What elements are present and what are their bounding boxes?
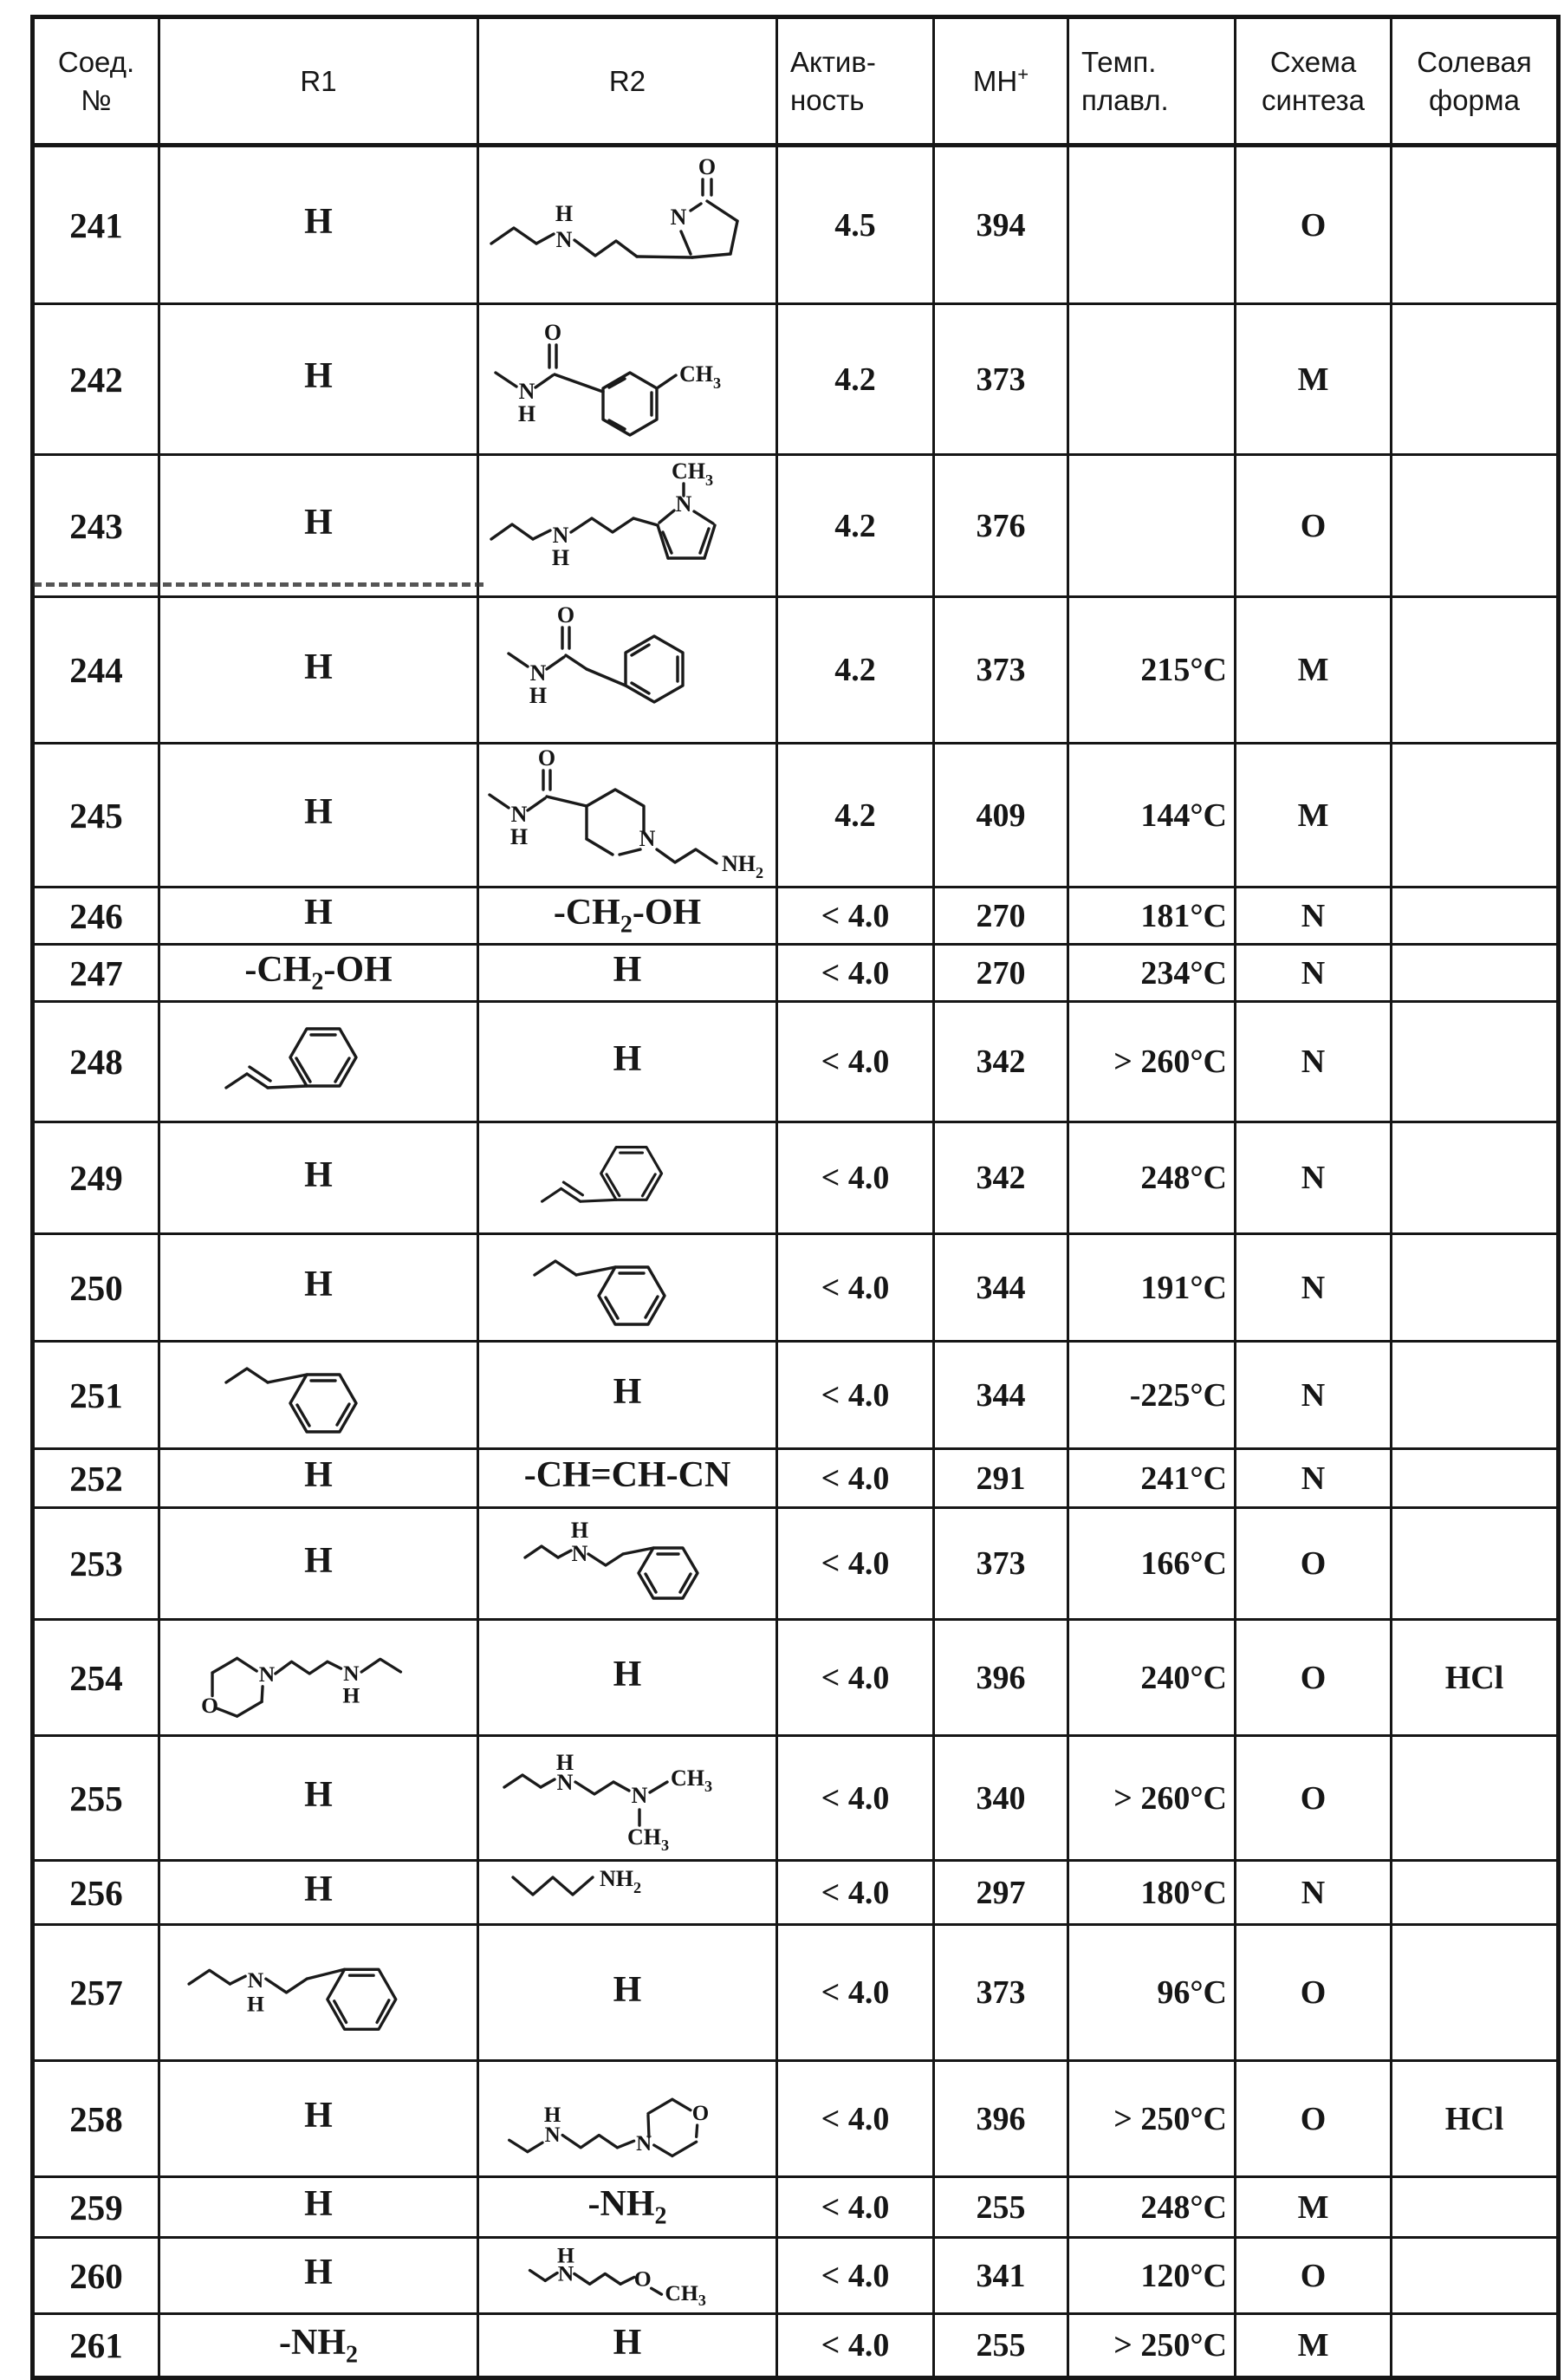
table-row — [33, 945, 1559, 1002]
activity-cell: < 4.0 — [777, 1925, 934, 2061]
activity-cell: < 4.0 — [777, 2314, 934, 2378]
svg-text:N: N — [518, 379, 535, 404]
mh-cell: 341 — [934, 2238, 1068, 2314]
structure-methyl-phenylacetamide-icon — [502, 598, 753, 732]
r2-cell — [478, 1122, 777, 1234]
col-header-salt-form: Солевая форма — [1392, 17, 1559, 146]
salt-cell — [1392, 744, 1559, 888]
compound-number: 261 — [33, 2314, 159, 2378]
melting-point-cell: 215°C — [1068, 597, 1236, 744]
mh-cell: 396 — [934, 1620, 1068, 1736]
svg-text:N: N — [544, 2123, 561, 2148]
activity-cell: < 4.0 — [777, 2177, 934, 2238]
svg-text:O: O — [543, 320, 562, 345]
r1-cell: H — [159, 1234, 478, 1342]
compound-number: 254 — [33, 1620, 159, 1736]
salt-cell — [1392, 945, 1559, 1002]
compound-number: 248 — [33, 1002, 159, 1122]
melting-point-cell: 240°C — [1068, 1620, 1236, 1736]
col-header-melting-temp: Темп. плавл. — [1068, 17, 1236, 146]
mh-cell: 376 — [934, 455, 1068, 597]
scan-artifact-dashed-line — [33, 582, 483, 587]
svg-text:N: N — [639, 826, 655, 851]
r1-cell: H — [159, 2177, 478, 2238]
r1-cell: H — [159, 1449, 478, 1508]
compound-number: 260 — [33, 2238, 159, 2314]
compound-number: 255 — [33, 1736, 159, 1861]
scheme-cell: N — [1236, 945, 1392, 1002]
mh-cell: 270 — [934, 945, 1068, 1002]
r2-cell: $-CH_2-OH$ — [478, 888, 777, 945]
structure-propenylbenzene-icon — [219, 1003, 419, 1111]
compound-number: 249 — [33, 1122, 159, 1234]
compound-number: 246 — [33, 888, 159, 945]
compound-number: 251 — [33, 1342, 159, 1449]
mh-cell: 409 — [934, 744, 1068, 888]
scheme-cell: O — [1236, 2238, 1392, 2314]
col-header-synthesis-scheme: Схема синтеза — [1236, 17, 1392, 146]
mh-cell: 342 — [934, 1002, 1068, 1122]
salt-cell — [1392, 1342, 1559, 1449]
activity-cell: 4.2 — [777, 744, 934, 888]
scheme-cell: M — [1236, 2177, 1392, 2238]
salt-cell — [1392, 455, 1559, 597]
scheme-cell: N — [1236, 1342, 1392, 1449]
svg-text:N: N — [552, 523, 569, 548]
r1-cell — [159, 1620, 478, 1736]
mh-cell: 373 — [934, 1508, 1068, 1620]
compound-number: 252 — [33, 1449, 159, 1508]
structure-ethylamino-propyl-morpholine-icon — [503, 2062, 752, 2166]
salt-cell — [1392, 1449, 1559, 1508]
melting-point-cell: 234°C — [1068, 945, 1236, 1002]
mh-cell: 255 — [934, 2314, 1068, 2378]
melting-point-cell — [1068, 304, 1236, 455]
salt-cell — [1392, 304, 1559, 455]
scheme-cell: M — [1236, 2314, 1392, 2378]
scheme-cell: N — [1236, 1122, 1392, 1234]
table-row — [33, 2314, 1559, 2378]
svg-text:CH3: $CH_3$ — [679, 361, 722, 392]
scheme-cell: M — [1236, 597, 1392, 744]
r1-cell: H — [159, 2238, 478, 2314]
melting-point-cell: 181°C — [1068, 888, 1236, 945]
svg-text:H: H — [341, 1682, 360, 1708]
salt-cell — [1392, 888, 1559, 945]
melting-point-cell: > 250°C — [1068, 2061, 1236, 2177]
compound-number: 257 — [33, 1925, 159, 2061]
compound-number: 244 — [33, 597, 159, 744]
svg-text:O: O — [633, 2266, 652, 2292]
scheme-cell: O — [1236, 1925, 1392, 2061]
r2-cell — [478, 1736, 777, 1861]
r2-cell: H — [478, 1925, 777, 2061]
compound-number: 242 — [33, 304, 159, 455]
compound-number: 258 — [33, 2061, 159, 2177]
r1-cell: H — [159, 744, 478, 888]
salt-cell: HCl — [1392, 1620, 1559, 1736]
table-row — [33, 304, 1559, 455]
activity-cell: 4.2 — [777, 597, 934, 744]
table-row — [33, 2061, 1559, 2177]
salt-cell — [1392, 2314, 1559, 2378]
svg-text:N: N — [555, 226, 573, 252]
svg-text:N: N — [510, 802, 527, 827]
svg-text:H: H — [509, 824, 528, 849]
r2-cell — [478, 2238, 777, 2314]
r2-cell — [478, 1861, 777, 1925]
scheme-cell: O — [1236, 2061, 1392, 2177]
table-row — [33, 1508, 1559, 1620]
r2-cell: H — [478, 1342, 777, 1449]
structure-ethylamino-propyl-methylether-icon — [523, 2239, 731, 2309]
mh-cell: 340 — [934, 1736, 1068, 1861]
svg-text:CH3: $CH_3$ — [671, 1765, 713, 1795]
melting-point-cell — [1068, 455, 1236, 597]
col-header-r1: R1 — [159, 17, 478, 146]
table-row — [33, 1736, 1559, 1861]
salt-cell — [1392, 1861, 1559, 1925]
svg-text:O: O — [698, 153, 717, 179]
melting-point-cell: -225°C — [1068, 1342, 1236, 1449]
table-row — [33, 1234, 1559, 1342]
salt-cell — [1392, 597, 1559, 744]
salt-cell — [1392, 1234, 1559, 1342]
structure-ethyl-phenethylamine-icon — [181, 1926, 457, 2050]
mh-cell: 344 — [934, 1342, 1068, 1449]
svg-text:H: H — [556, 2242, 574, 2268]
svg-text:H: H — [517, 401, 536, 426]
melting-point-cell: > 260°C — [1068, 1002, 1236, 1122]
melting-point-cell: 180°C — [1068, 1861, 1236, 1925]
r2-cell — [478, 146, 777, 304]
activity-cell: < 4.0 — [777, 888, 934, 945]
structure-ethylamino-dimethylamino-ethane-icon — [497, 1737, 757, 1854]
activity-cell: < 4.0 — [777, 2061, 934, 2177]
melting-point-cell: 166°C — [1068, 1508, 1236, 1620]
svg-text:N: N — [670, 204, 687, 230]
salt-cell — [1392, 146, 1559, 304]
svg-text:O: O — [200, 1693, 218, 1719]
table-row — [33, 2177, 1559, 2238]
svg-text:N: N — [342, 1660, 360, 1686]
table-row — [33, 146, 1559, 304]
structure-propenylbenzene-icon — [535, 1123, 719, 1223]
r2-cell: H — [478, 1620, 777, 1736]
svg-text:N: N — [636, 2131, 652, 2156]
table-row — [33, 2238, 1559, 2314]
mh-cell: 297 — [934, 1861, 1068, 1925]
structure-ethyl-phenethylamine-icon — [519, 1509, 736, 1609]
svg-text:H: H — [551, 545, 570, 570]
mh-cell: 373 — [934, 1925, 1068, 2061]
melting-point-cell: 241°C — [1068, 1449, 1236, 1508]
salt-cell — [1392, 1925, 1559, 2061]
svg-text:CH3: $CH_3$ — [672, 458, 714, 489]
activity-cell: 4.2 — [777, 455, 934, 597]
col-header-activity: Актив- ность — [777, 17, 934, 146]
structure-ethylaminoethyl-methylpyrrole-icon — [484, 456, 770, 586]
salt-cell: HCl — [1392, 2061, 1559, 2177]
table-row — [33, 1925, 1559, 2061]
structure-morpholino-propyl-ethylamine-icon — [191, 1621, 447, 1725]
r1-cell: H — [159, 146, 478, 304]
salt-cell — [1392, 1122, 1559, 1234]
melting-point-cell: > 250°C — [1068, 2314, 1236, 2378]
compound-number: 247 — [33, 945, 159, 1002]
structure-ethylaminopropyl-pyrrolidinone-icon — [484, 153, 770, 288]
svg-text:N: N — [247, 1967, 263, 1993]
svg-text:N: N — [571, 1541, 588, 1566]
activity-cell: < 4.0 — [777, 1449, 934, 1508]
svg-text:H: H — [570, 1518, 589, 1543]
scheme-cell: O — [1236, 1736, 1392, 1861]
r1-cell: H — [159, 1122, 478, 1234]
compound-number: 243 — [33, 455, 159, 597]
scheme-cell: M — [1236, 304, 1392, 455]
compound-number: 250 — [33, 1234, 159, 1342]
r2-cell — [478, 1234, 777, 1342]
scheme-cell: O — [1236, 1620, 1392, 1736]
compound-table — [30, 15, 1561, 2380]
r1-cell: $-CH_2-OH$ — [159, 945, 478, 1002]
scheme-cell: N — [1236, 1449, 1392, 1508]
table-row — [33, 888, 1559, 945]
structure-propylbenzene-icon — [528, 1235, 727, 1330]
r2-cell: $-NH_2$ — [478, 2177, 777, 2238]
table-row — [33, 1449, 1559, 1508]
r1-cell: H — [159, 304, 478, 455]
r2-cell: H — [478, 945, 777, 1002]
svg-text:N: N — [258, 1661, 275, 1687]
mh-cell: 270 — [934, 888, 1068, 945]
melting-point-cell: 191°C — [1068, 1234, 1236, 1342]
mh-cell: 373 — [934, 597, 1068, 744]
r1-cell: $-NH_2$ — [159, 2314, 478, 2378]
scheme-cell: O — [1236, 455, 1392, 597]
compound-number: 245 — [33, 744, 159, 888]
r1-cell: H — [159, 1508, 478, 1620]
table-row — [33, 1861, 1559, 1925]
activity-cell: < 4.0 — [777, 2238, 934, 2314]
r1-cell: H — [159, 597, 478, 744]
r2-cell: -CH=CH-CN — [478, 1449, 777, 1508]
melting-point-cell: 120°C — [1068, 2238, 1236, 2314]
r2-cell — [478, 455, 777, 597]
svg-text:H: H — [555, 1750, 574, 1775]
salt-cell — [1392, 1002, 1559, 1122]
compound-number: 253 — [33, 1508, 159, 1620]
structure-butylamine-icon — [506, 1862, 749, 1914]
r1-cell — [159, 1342, 478, 1449]
scheme-cell: O — [1236, 146, 1392, 304]
svg-text:H: H — [529, 683, 548, 708]
salt-cell — [1392, 1508, 1559, 1620]
melting-point-cell — [1068, 146, 1236, 304]
table-row — [33, 455, 1559, 597]
r1-cell: H — [159, 1736, 478, 1861]
salt-cell — [1392, 2177, 1559, 2238]
activity-cell: < 4.0 — [777, 1122, 934, 1234]
r1-cell: H — [159, 1861, 478, 1925]
table-row — [33, 1122, 1559, 1234]
svg-text:O: O — [691, 2102, 710, 2126]
r2-cell — [478, 744, 777, 888]
r2-cell: H — [478, 2314, 777, 2378]
table-row — [33, 744, 1559, 888]
scheme-cell: N — [1236, 1002, 1392, 1122]
r1-cell — [159, 1002, 478, 1122]
scheme-cell: N — [1236, 1861, 1392, 1925]
activity-cell: < 4.0 — [777, 1736, 934, 1861]
r2-cell — [478, 304, 777, 455]
mh-cell: 373 — [934, 304, 1068, 455]
mh-cell: 291 — [934, 1449, 1068, 1508]
mh-cell: 396 — [934, 2061, 1068, 2177]
svg-text:CH3: $CH_3$ — [665, 2280, 706, 2309]
activity-cell: < 4.0 — [777, 945, 934, 1002]
compound-number: 241 — [33, 146, 159, 304]
svg-text:N: N — [556, 1770, 574, 1795]
melting-point-cell: 248°C — [1068, 2177, 1236, 2238]
structure-propylbenzene-icon — [219, 1343, 419, 1438]
structure-methyl-methylbenzamide-icon — [489, 305, 766, 444]
col-header-compound-no: Соед. № — [33, 17, 159, 146]
melting-point-cell: > 260°C — [1068, 1736, 1236, 1861]
mh-cell: 344 — [934, 1234, 1068, 1342]
activity-cell: < 4.0 — [777, 1342, 934, 1449]
activity-cell: < 4.0 — [777, 1620, 934, 1736]
scheme-cell: N — [1236, 1234, 1392, 1342]
activity-cell: < 4.0 — [777, 1508, 934, 1620]
r1-cell: H — [159, 455, 478, 597]
mh-cell: 394 — [934, 146, 1068, 304]
svg-text:O: O — [556, 602, 575, 628]
table-row — [33, 1002, 1559, 1122]
activity-cell: < 4.0 — [777, 1861, 934, 1925]
r1-cell: H — [159, 888, 478, 945]
svg-text:N: N — [557, 2260, 574, 2286]
compound-number: 256 — [33, 1861, 159, 1925]
svg-text:N: N — [631, 1783, 648, 1808]
svg-text:H: H — [246, 1991, 264, 2017]
r2-cell — [478, 1508, 777, 1620]
activity-cell: < 4.0 — [777, 1002, 934, 1122]
melting-point-cell: 96°C — [1068, 1925, 1236, 2061]
activity-cell: 4.2 — [777, 304, 934, 455]
header-row — [33, 17, 1559, 146]
table-row — [33, 1342, 1559, 1449]
structure-aminoethyl-piperidine-carboxamide-icon — [483, 745, 773, 881]
svg-text:NH2: $NH_2$ — [721, 851, 763, 881]
r2-cell: H — [478, 1002, 777, 1122]
svg-text:CH3: $CH_3$ — [627, 1824, 670, 1854]
table-row — [33, 1620, 1559, 1736]
activity-cell: < 4.0 — [777, 1234, 934, 1342]
melting-point-cell: 144°C — [1068, 744, 1236, 888]
activity-cell: 4.5 — [777, 146, 934, 304]
melting-point-cell: 248°C — [1068, 1122, 1236, 1234]
salt-cell — [1392, 1736, 1559, 1861]
svg-text:NH2: $NH_2$ — [600, 1866, 642, 1896]
table-row — [33, 597, 1559, 744]
scheme-cell: O — [1236, 1508, 1392, 1620]
r1-cell — [159, 1925, 478, 2061]
svg-text:O: O — [537, 745, 555, 771]
scheme-cell: N — [1236, 888, 1392, 945]
col-header-mh-plus: MH+ — [934, 17, 1068, 146]
svg-text:N: N — [529, 660, 547, 686]
compound-number: 259 — [33, 2177, 159, 2238]
svg-text:N: N — [675, 491, 692, 517]
mh-cell: 255 — [934, 2177, 1068, 2238]
r1-cell: H — [159, 2061, 478, 2177]
svg-text:H: H — [543, 2104, 561, 2128]
r2-cell — [478, 597, 777, 744]
r2-cell — [478, 2061, 777, 2177]
scheme-cell: M — [1236, 744, 1392, 888]
svg-text:H: H — [555, 200, 574, 226]
salt-cell — [1392, 2238, 1559, 2314]
col-header-r2: R2 — [478, 17, 777, 146]
mh-cell: 342 — [934, 1122, 1068, 1234]
